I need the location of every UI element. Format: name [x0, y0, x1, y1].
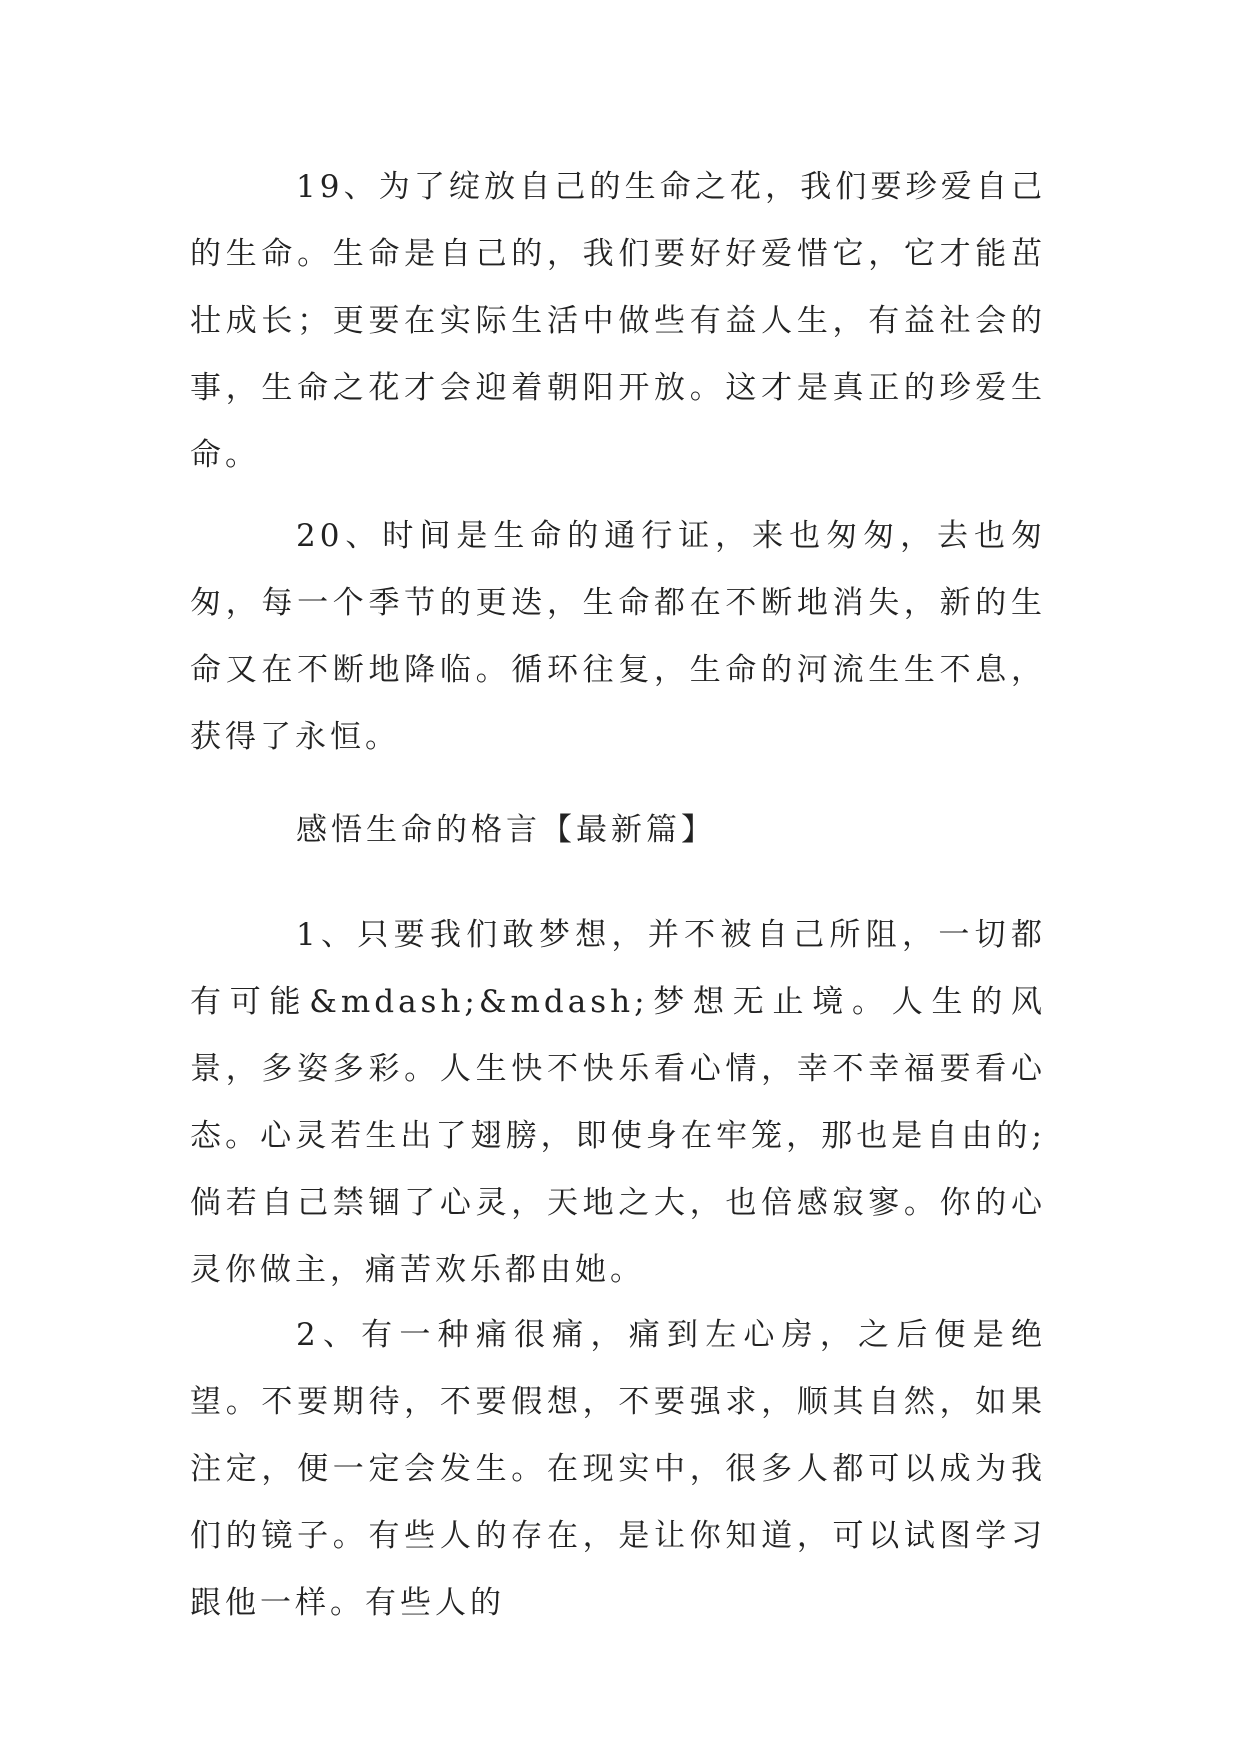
paragraph-19: 19、为了绽放自己的生命之花，我们要珍爱自己的生命。生命是自己的，我们要好好爱惜它，它才能茁壮成长；更要在实际生活中做些有益人生，有益社会的事，生命之花才会迎着朝阳开放。这才是真正的珍爱生命。	[190, 169, 1046, 473]
paragraph-item-1: 1、只要我们敢梦想，并不被自己所阻，一切都有可能&mdash;&mdash;梦想无止境。人生的风景，多姿多彩。人生快不快乐看心情，幸不幸福要看心态。心灵若生出了翅膀，即使身在牢笼，那也是自由的;倘若自己禁锢了心灵，天地之大，也倍感寂寥。你的心灵你做主，痛苦欢乐都由她。	[190, 917, 1046, 1288]
section-heading: 感悟生命的格言【最新篇】	[296, 812, 716, 848]
paragraph-item-2: 2、有一种痛很痛，痛到左心房，之后便是绝望。不要期待，不要假想，不要强求，顺其自然，如果注定，便一定会发生。在现实中，很多人都可以成为我们的镜子。有些人的存在，是让你知道，可以试图学习跟他一样。有些人的	[190, 1317, 1046, 1621]
paragraph-20: 20、时间是生命的通行证，来也匆匆，去也匆匆，每一个季节的更迭，生命都在不断地消失，新的生命又在不断地降临。循环往复，生命的河流生生不息，获得了永恒。	[190, 518, 1046, 755]
